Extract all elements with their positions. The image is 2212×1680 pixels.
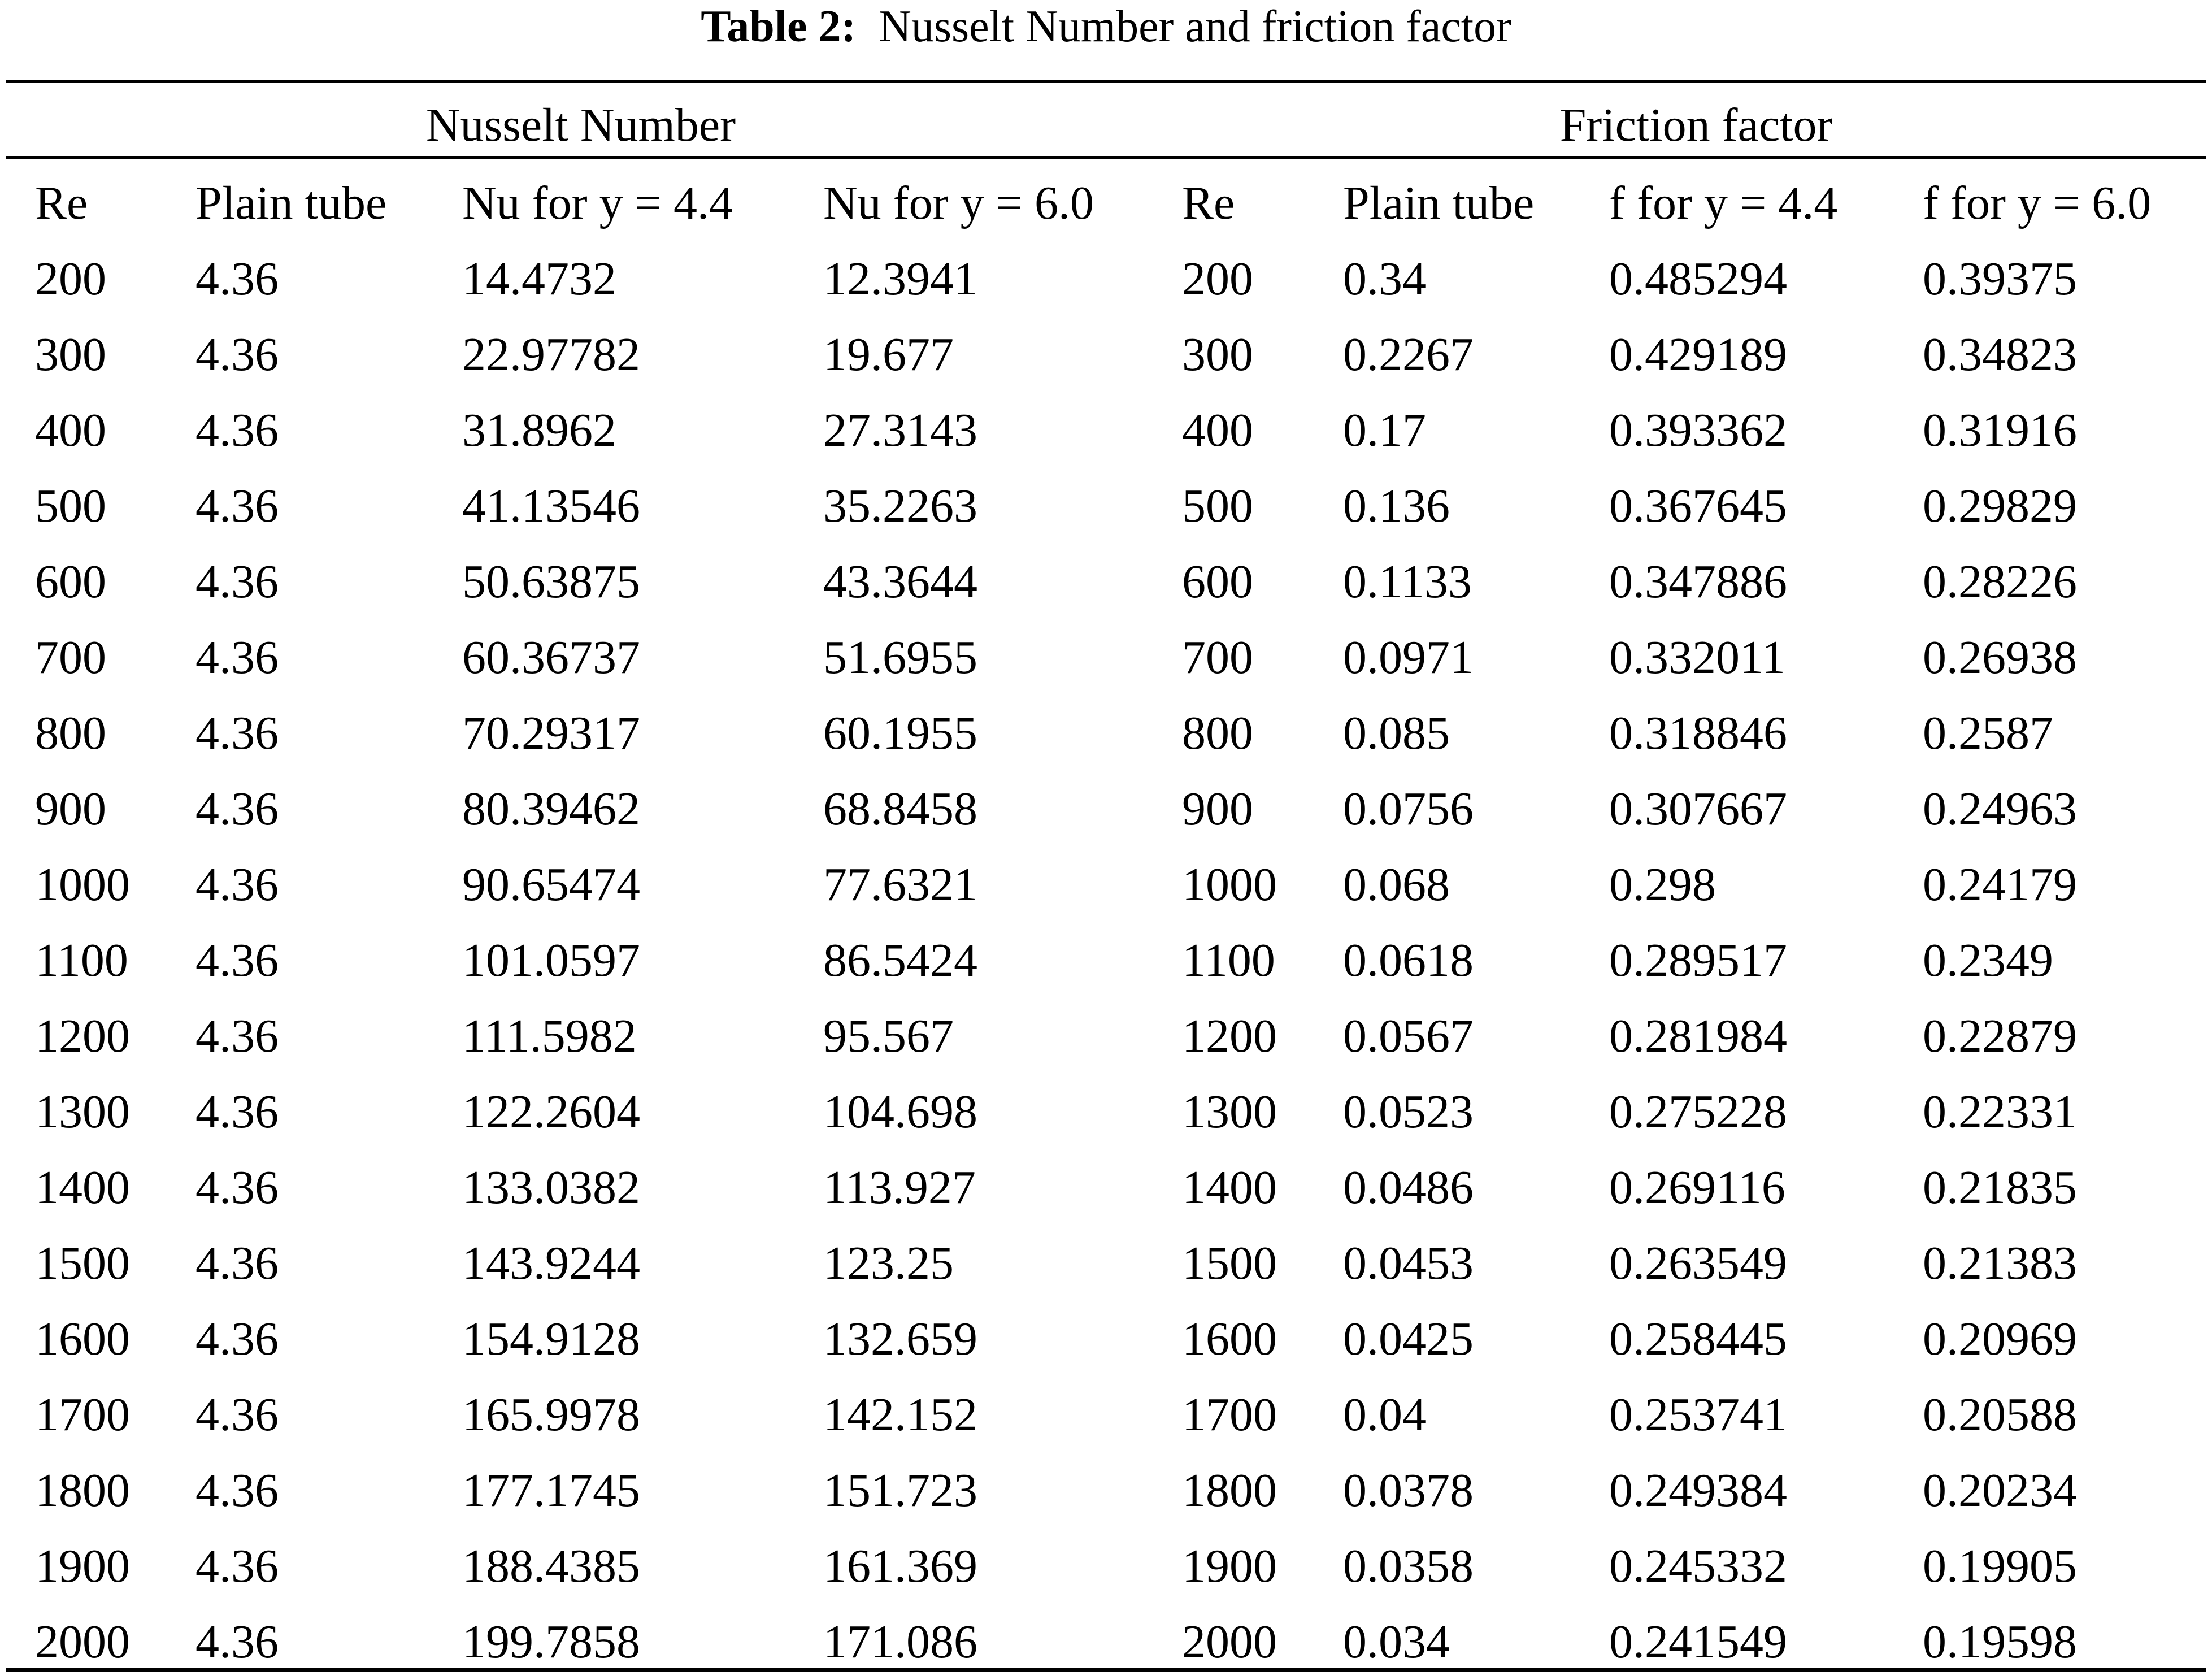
table-cell: 0.04 xyxy=(1343,1388,1426,1441)
table-cell: 0.393362 xyxy=(1609,404,1787,457)
column-header-row xyxy=(0,166,2212,241)
table-cell: 0.0567 xyxy=(1343,1010,1474,1062)
column-header: Re xyxy=(1182,177,1235,229)
table-cell: 0.17 xyxy=(1343,404,1426,457)
table-cell: 1000 xyxy=(1182,858,1277,911)
table-cell: 0.22879 xyxy=(1923,1010,2077,1062)
table-cell: 700 xyxy=(35,631,106,684)
table-cell: 77.6321 xyxy=(823,858,977,911)
top-rule xyxy=(6,80,2206,83)
table-row xyxy=(0,696,2212,771)
table-row xyxy=(0,317,2212,393)
table-cell: 22.97782 xyxy=(462,328,640,381)
table-cell: 4.36 xyxy=(195,328,279,381)
table-cell: 4.36 xyxy=(195,1237,279,1290)
table-row xyxy=(0,923,2212,999)
table-cell: 1400 xyxy=(1182,1161,1277,1214)
table-cell: 188.4385 xyxy=(462,1540,640,1592)
table-cell: 700 xyxy=(1182,631,1253,684)
table-cell: 0.34823 xyxy=(1923,328,2077,381)
table-cell: 0.21383 xyxy=(1923,1237,2077,1290)
table-cell: 35.2263 xyxy=(823,480,977,532)
table-cell: 0.2267 xyxy=(1343,328,1474,381)
group-header-friction: Friction factor xyxy=(1559,99,1833,151)
table-cell: 0.29829 xyxy=(1923,480,2077,532)
table-cell: 161.369 xyxy=(823,1540,977,1592)
table-cell: 1300 xyxy=(1182,1086,1277,1138)
table-cell: 300 xyxy=(1182,328,1253,381)
table-cell: 4.36 xyxy=(195,480,279,532)
table-cell: 0.249384 xyxy=(1609,1464,1787,1517)
table-cell: 1000 xyxy=(35,858,130,911)
table-cell: 41.13546 xyxy=(462,480,640,532)
table-cell: 60.1955 xyxy=(823,707,977,759)
table-cell: 154.9128 xyxy=(462,1313,640,1365)
table-cell: 4.36 xyxy=(195,1540,279,1592)
table-cell: 0.289517 xyxy=(1609,934,1787,987)
table-cell: 68.8458 xyxy=(823,783,977,835)
table-cell: 0.24179 xyxy=(1923,858,2077,911)
table-cell: 151.723 xyxy=(823,1464,977,1517)
table-cell: 113.927 xyxy=(823,1161,976,1214)
table-cell: 4.36 xyxy=(195,253,279,305)
table-cell: 0.26938 xyxy=(1923,631,2077,684)
table-cell: 0.281984 xyxy=(1609,1010,1787,1062)
table-cell: 0.20588 xyxy=(1923,1388,2077,1441)
table-cell: 1300 xyxy=(35,1086,130,1138)
table-cell: 171.086 xyxy=(823,1616,977,1668)
column-header: Plain tube xyxy=(195,177,387,229)
table-cell: 0.275228 xyxy=(1609,1086,1787,1138)
table-cell: 0.0971 xyxy=(1343,631,1474,684)
table-cell: 1800 xyxy=(35,1464,130,1517)
table-row xyxy=(0,1377,2212,1453)
table-row xyxy=(0,1226,2212,1301)
table-cell: 1400 xyxy=(35,1161,130,1214)
table-cell: 400 xyxy=(35,404,106,457)
table-row xyxy=(0,1150,2212,1226)
table-cell: 0.298 xyxy=(1609,858,1716,911)
table-cell: 1700 xyxy=(35,1388,130,1441)
table-cell: 1200 xyxy=(1182,1010,1277,1062)
table-cell: 4.36 xyxy=(195,858,279,911)
table-row xyxy=(0,1074,2212,1150)
table-cell: 60.36737 xyxy=(462,631,640,684)
table-cell: 0.318846 xyxy=(1609,707,1787,759)
table-cell: 4.36 xyxy=(195,783,279,835)
table-cell: 123.25 xyxy=(823,1237,954,1290)
table-cell: 101.0597 xyxy=(462,934,640,987)
table-cell: 0.245332 xyxy=(1609,1540,1787,1592)
table-cell: 1900 xyxy=(1182,1540,1277,1592)
table-cell: 86.5424 xyxy=(823,934,977,987)
table-cell: 4.36 xyxy=(195,1086,279,1138)
column-header: Nu for y = 4.4 xyxy=(462,177,733,229)
table-cell: 500 xyxy=(35,480,106,532)
table-cell: 0.085 xyxy=(1343,707,1450,759)
table-cell: 1100 xyxy=(35,934,128,987)
table-cell: 1200 xyxy=(35,1010,130,1062)
table-cell: 0.20969 xyxy=(1923,1313,2077,1365)
table-cell: 300 xyxy=(35,328,106,381)
table-cell: 0.20234 xyxy=(1923,1464,2077,1517)
group-header-nusselt: Nusselt Number xyxy=(425,99,736,151)
table-row xyxy=(0,847,2212,923)
table-cell: 0.332011 xyxy=(1609,631,1785,684)
table-cell: 0.068 xyxy=(1343,858,1450,911)
table-cell: 1500 xyxy=(35,1237,130,1290)
table-cell: 0.269116 xyxy=(1609,1161,1785,1214)
table-row xyxy=(0,1453,2212,1529)
table-cell: 12.3941 xyxy=(823,253,977,305)
table-cell: 0.0453 xyxy=(1343,1237,1474,1290)
table-cell: 0.31916 xyxy=(1923,404,2077,457)
table-cell: 800 xyxy=(1182,707,1253,759)
table-cell: 0.1133 xyxy=(1343,555,1472,608)
table-cell: 4.36 xyxy=(195,1161,279,1214)
header-rule xyxy=(6,156,2206,159)
caption-label: Table 2: xyxy=(701,2,857,51)
table-cell: 0.22331 xyxy=(1923,1086,2077,1138)
table-cell: 0.24963 xyxy=(1923,783,2077,835)
table-cell: 0.253741 xyxy=(1609,1388,1787,1441)
table-row xyxy=(0,241,2212,317)
table-cell: 0.0618 xyxy=(1343,934,1474,987)
table-cell: 4.36 xyxy=(195,934,279,987)
table-cell: 0.136 xyxy=(1343,480,1450,532)
table-cell: 800 xyxy=(35,707,106,759)
table-cell: 104.698 xyxy=(823,1086,977,1138)
column-header: Plain tube xyxy=(1343,177,1535,229)
table-row xyxy=(0,393,2212,468)
table-cell: 1800 xyxy=(1182,1464,1277,1517)
table-cell: 0.241549 xyxy=(1609,1616,1787,1668)
table-cell: 900 xyxy=(35,783,106,835)
table-row xyxy=(0,620,2212,696)
table-cell: 0.34 xyxy=(1343,253,1426,305)
table-cell: 80.39462 xyxy=(462,783,640,835)
table-cell: 4.36 xyxy=(195,1464,279,1517)
table-cell: 70.29317 xyxy=(462,707,640,759)
table-cell: 2000 xyxy=(1182,1616,1277,1668)
table-cell: 900 xyxy=(1182,783,1253,835)
table-cell: 1700 xyxy=(1182,1388,1277,1441)
table-cell: 0.21835 xyxy=(1923,1161,2077,1214)
table-cell: 0.39375 xyxy=(1923,253,2077,305)
table-cell: 142.152 xyxy=(823,1388,977,1441)
table-cell: 0.28226 xyxy=(1923,555,2077,608)
table-cell: 1600 xyxy=(1182,1313,1277,1365)
table-cell: 2000 xyxy=(35,1616,130,1668)
table-cell: 200 xyxy=(35,253,106,305)
column-header: f for y = 6.0 xyxy=(1923,177,2152,229)
table-cell: 199.7858 xyxy=(462,1616,640,1668)
table-cell: 0.0358 xyxy=(1343,1540,1474,1592)
table-cell: 4.36 xyxy=(195,631,279,684)
table-cell: 143.9244 xyxy=(462,1237,640,1290)
table-cell: 0.0523 xyxy=(1343,1086,1474,1138)
column-header: f for y = 4.4 xyxy=(1609,177,1838,229)
table-cell: 133.0382 xyxy=(462,1161,640,1214)
table-cell: 0.0756 xyxy=(1343,783,1474,835)
table-cell: 177.1745 xyxy=(462,1464,640,1517)
table-cell: 0.258445 xyxy=(1609,1313,1787,1365)
table-cell: 0.0425 xyxy=(1343,1313,1474,1365)
table-cell: 0.19598 xyxy=(1923,1616,2077,1668)
table-cell: 0.485294 xyxy=(1609,253,1787,305)
table-cell: 500 xyxy=(1182,480,1253,532)
table-cell: 0.2349 xyxy=(1923,934,2053,987)
table-cell: 1600 xyxy=(35,1313,130,1365)
table-cell: 0.347886 xyxy=(1609,555,1787,608)
table-cell: 1100 xyxy=(1182,934,1275,987)
table-cell: 95.567 xyxy=(823,1010,954,1062)
table-cell: 1900 xyxy=(35,1540,130,1592)
table-caption xyxy=(0,1,2212,52)
table-cell: 50.63875 xyxy=(462,555,640,608)
table-row xyxy=(0,1529,2212,1604)
table-cell: 14.4732 xyxy=(462,253,616,305)
table-cell: 0.0378 xyxy=(1343,1464,1474,1517)
table-row xyxy=(0,771,2212,847)
table-cell: 4.36 xyxy=(195,404,279,457)
table-cell: 0.429189 xyxy=(1609,328,1787,381)
column-header: Nu for y = 6.0 xyxy=(823,177,1094,229)
table-cell: 122.2604 xyxy=(462,1086,640,1138)
table-row xyxy=(0,999,2212,1074)
table-cell: 27.3143 xyxy=(823,404,977,457)
table-cell: 43.3644 xyxy=(823,555,977,608)
table-row xyxy=(0,1301,2212,1377)
table-row xyxy=(0,468,2212,544)
table-cell: 4.36 xyxy=(195,1616,279,1668)
table-cell: 31.8962 xyxy=(462,404,616,457)
table-cell: 600 xyxy=(1182,555,1253,608)
table-cell: 1500 xyxy=(1182,1237,1277,1290)
table-cell: 0.263549 xyxy=(1609,1237,1787,1290)
table-cell: 0.0486 xyxy=(1343,1161,1474,1214)
table-cell: 132.659 xyxy=(823,1313,977,1365)
table-cell: 4.36 xyxy=(195,1388,279,1441)
table-cell: 0.19905 xyxy=(1923,1540,2077,1592)
table-cell: 0.2587 xyxy=(1923,707,2053,759)
table-cell: 4.36 xyxy=(195,1010,279,1062)
column-header: Re xyxy=(35,177,88,229)
table-cell: 165.9978 xyxy=(462,1388,640,1441)
table-cell: 51.6955 xyxy=(823,631,977,684)
table-cell: 90.65474 xyxy=(462,858,640,911)
table-cell: 400 xyxy=(1182,404,1253,457)
table-row xyxy=(0,544,2212,620)
table-cell: 0.307667 xyxy=(1609,783,1787,835)
table-cell: 600 xyxy=(35,555,106,608)
table-cell: 4.36 xyxy=(195,707,279,759)
table-cell: 19.677 xyxy=(823,328,954,381)
table-cell: 200 xyxy=(1182,253,1253,305)
bottom-rule xyxy=(6,1668,2206,1672)
table-cell: 0.034 xyxy=(1343,1616,1450,1668)
table-cell: 4.36 xyxy=(195,555,279,608)
table-cell: 4.36 xyxy=(195,1313,279,1365)
table-cell: 111.5982 xyxy=(462,1010,637,1062)
table-cell: 0.367645 xyxy=(1609,480,1787,532)
caption-text: Nusselt Number and friction factor xyxy=(879,2,1511,51)
